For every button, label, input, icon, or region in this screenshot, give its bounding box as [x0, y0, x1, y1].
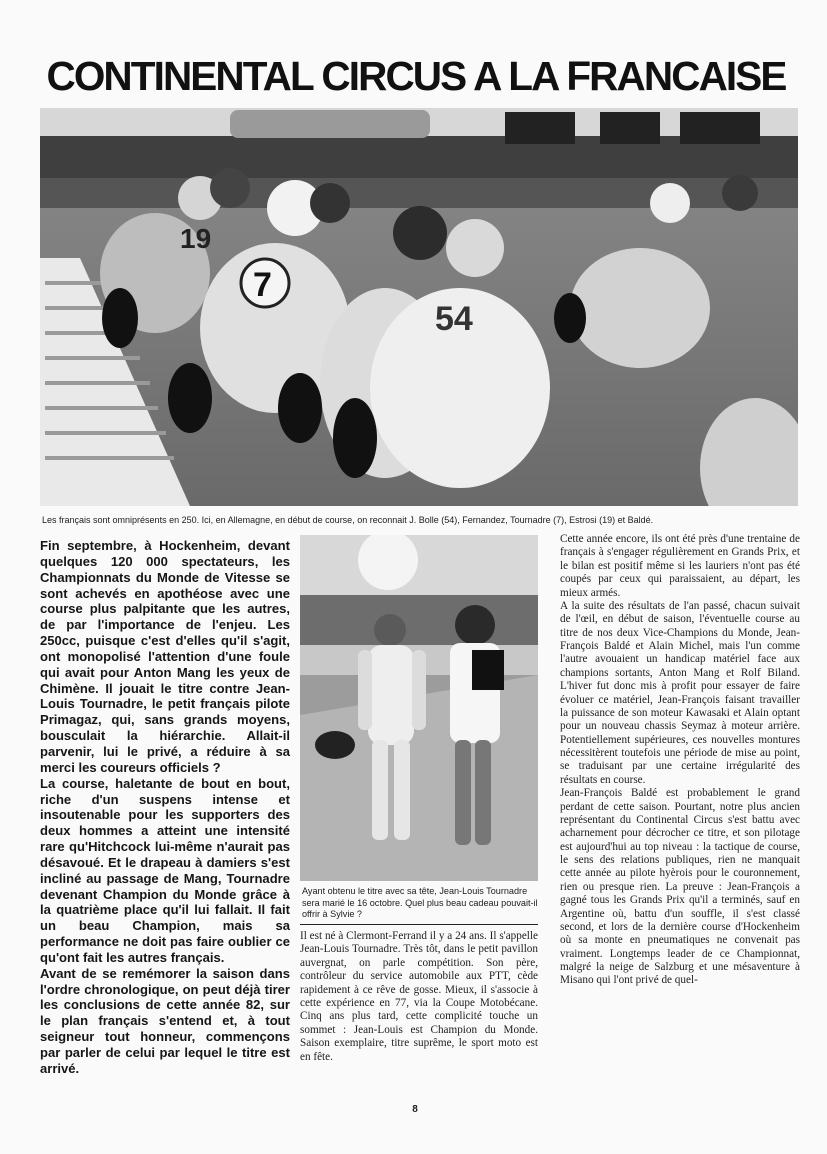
main-photo-caption: Les français sont omniprésents en 250. Ici, en Allemagne, en début de course, on reconnait J. Bolle (54), Fernandez, Tournadre (7), Estrosi (19) et Baldé.	[42, 515, 654, 525]
portrait-photo-caption: Ayant obtenu le titre avec sa tête, Jean-Louis Tournadre sera marié le 16 octobre. Quel plus beau cadeau pouvait-il offrir à Sylvie ?	[302, 886, 538, 919]
race-photo-illustration	[40, 108, 798, 506]
right-column	[560, 533, 800, 988]
lead-paragraph: Avant de se remémorer la saison dans l'ordre chronologique, on peut déjà tirer les conclusions de cette année 82, sur le plan français s'entend et, à tout seigneur tout honneur, commençons par parler de celui par lequel le titre est arrivé.	[40, 965, 290, 1076]
middle-paragraph: Il est né à Clermont-Ferrand il y a 24 ans. Il s'appelle Jean-Louis Tournadre. Très tôt, dans le petit pavillon auvergnat, on parle compétition. Son père, contrôleur du service automobile aux PTT, cède rapidement à ce rêve de gosse. Mieux, il s'associe à cette expérience en 77, via la Coupe Motobécane. Cinq ans plus tard, cette complicité touche un sommet : Jean-Louis est Champion du Monde. Saison exemplaire, titre suprême, le sport moto est en fête.	[300, 930, 538, 1063]
body-paragraph: Cette année encore, ils ont été près d'une trentaine de français à s'engager régulièrement en Grands Prix, et le bilan est positif même si les lauriers n'ont pas été coupés par ceux qui paraissaient, au départ, les mieux armés.	[560, 533, 800, 599]
lead-column	[40, 538, 290, 1077]
caption-divider	[300, 924, 538, 925]
race-number-54: 54	[435, 300, 473, 338]
portrait-photo	[300, 535, 538, 881]
race-number-19: 19	[180, 223, 212, 254]
race-number-7: 7	[253, 266, 272, 304]
body-paragraph: A la suite des résultats de l'an passé, chacun suivait de l'œil, en début de saison, l'éventuelle course au titre de nos deux Vice-Champions du Monde, Jean-François Baldé et Alain Michel, mais l'un comme l'autre avouaient un handicap matériel face aux champions sortants, Anton Mang et Rolf Biland. L'hiver fut donc mis à profit pour essayer de faire évoluer ce matériel, Jean-François faisant travailler la puissance de son moteur Kawasaki et Alain optant pour un nouveau chassis Seymaz à moteur arrière. Potentiellement supérieures, ces nouvelles montures nécessitèrent toutefois une période de mise au point, se traduisant par une certaine irrégularité des résultats en course.	[560, 599, 800, 786]
body-paragraph: Jean-François Baldé est probablement le grand perdant de cette saison. Pourtant, notre plus ancien représentant du Continental Circus s'est battu avec acharnement pour décrocher ce titre, et son pilotage est aujourd'hui au top niveau : la tactique de course, le sens des relations publiques, rien ne manquait cette année au pilote hyèrois pour le couronnement, rien ou presque rien. La preuve : Jean-François a gagné tous les Grands Prix qu'il a terminés, sauf en Argentine où, battu d'un souffle, il s'est classé second, et lors de la dernière course d'Hockenheim où sa monte en pneumatiques ne convenait pas vraiment. Longtemps leader de ce Championnat, malgré la neige de Salzburg et une mésaventure à Misano qui l'ont privé de quel-	[560, 787, 800, 987]
headline: CONTINENTAL CIRCUS A LA FRANCAISE	[46, 53, 786, 99]
race-photo	[40, 108, 798, 506]
page-number: 8	[412, 1104, 418, 1115]
portrait-photo-illustration	[300, 535, 538, 881]
lead-paragraph: Fin septembre, à Hockenheim, devant quelques 120 000 spectateurs, les Championnats du Monde de Vitesse se sont achevés en apothéose avec une course plus palpitante que les autres, de par l'importance de l'enjeu. Les 250cc, puisque c'est d'elles qu'il s'agit, ont monopolisé l'attention d'une foule qui avait pour Anton Mang les yeux de Chimène. Il jouait le titre contre Jean-Louis Tournadre, le petit français pilote Primagaz, qui, sans grands moyens, bousculait la hiérarchie. Allait-il parvenir, lui le privé, a réduire à sa merci les coureurs officiels ?	[40, 538, 290, 775]
lead-paragraph: La course, haletante de bout en bout, riche d'un suspens intense et insoutenable pour les supporters des deux hommes a atteint une intensité rare qu'Hitchcock lui-même n'aurait pas désavoué. Et le drapeau à damiers s'est incliné au passage de Mang, Tournadre devenant Champion du Monde grâce à la quatrième place qu'il lui fallait. Il fait un beau Champion, mais sa performance ne doit pas faire oublier ce qu'ont fait les autres français.	[40, 775, 290, 965]
